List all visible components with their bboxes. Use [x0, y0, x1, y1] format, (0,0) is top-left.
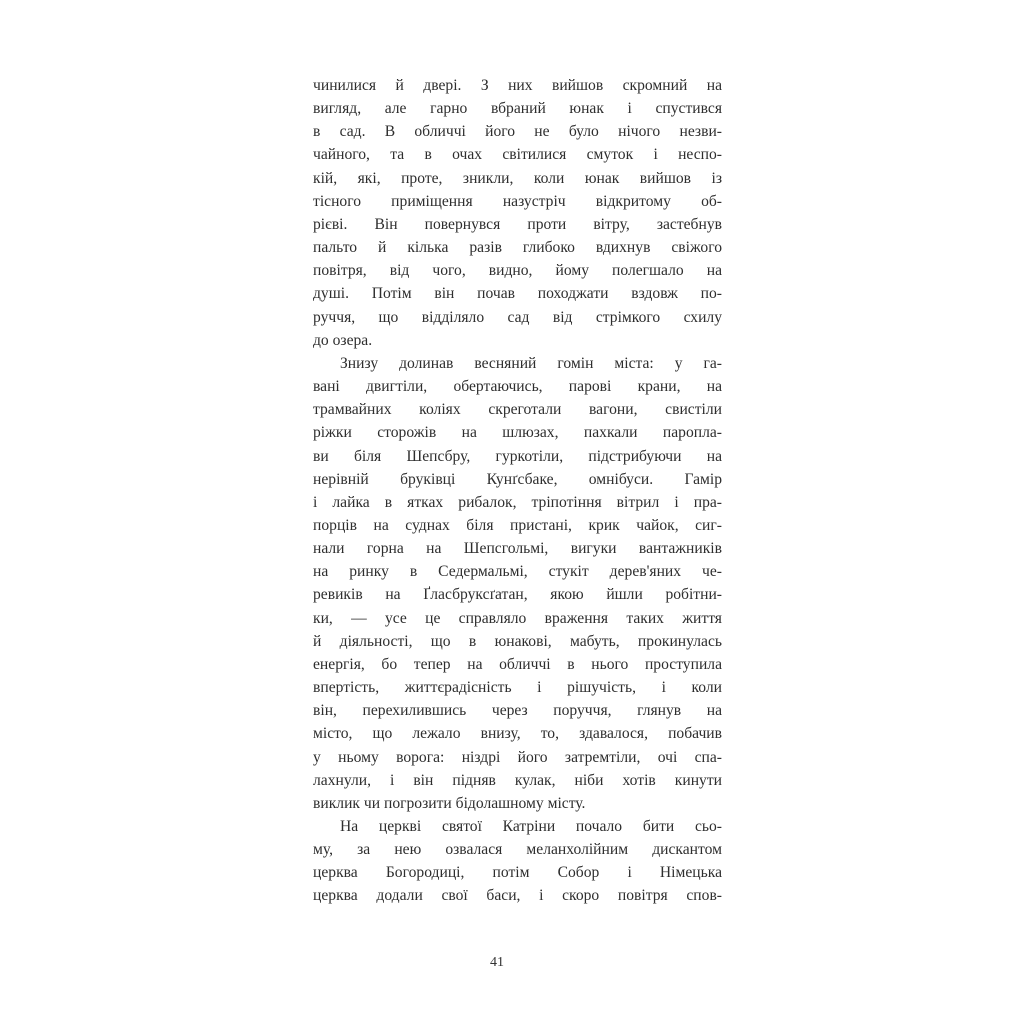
text-line: руччя, що відділяло сад від стрімкого схилу: [313, 308, 722, 326]
text-line: нерівній бруківці Кунґсбаке, омнібуси. Гамір: [313, 470, 722, 488]
text-line: тісного приміщення назустріч відкритому об-: [313, 192, 722, 210]
text-line: вані двигтіли, обертаючись, парові крани, на: [313, 378, 722, 396]
text-line: і лайка в ятках рибалок, тріпотіння вітрил і пра-: [313, 493, 722, 511]
text-line: душі. Потім він почав походжати вздовж по-: [313, 285, 722, 303]
text-line: нали горна на Шепсгольмі, вигуки вантажників: [313, 540, 722, 558]
text-line: кій, які, проте, зникли, коли юнак вийшов із: [313, 169, 722, 187]
text-line: енергія, бо тепер на обличчі в нього проступила: [313, 655, 722, 673]
text-line: ревиків на Ґласбруксґатан, якою йшли робітни-: [313, 586, 722, 604]
text-line: він, перехилившись через поруччя, глянув на: [313, 702, 722, 720]
page-body-text: [313, 74, 722, 908]
text-line: місто, що лежало внизу, то, здавалося, побачив: [313, 725, 722, 743]
text-line: лахнули, і він підняв кулак, ніби хотів кинути: [313, 771, 722, 789]
text-line: впертість, життєрадісність і рішучість, і коли: [313, 679, 722, 697]
text-line: в сад. В обличчі його не було нічого незви-: [313, 123, 722, 141]
text-line: до озера.: [313, 331, 373, 349]
text-line: на ринку в Седермальмі, стукіт дерев'яних че-: [313, 563, 722, 581]
text-line: трамвайних коліях скреготали вагони, свистіли: [313, 401, 722, 419]
text-line: рієві. Він повернувся проти вітру, застебнув: [313, 215, 722, 233]
text-line: повітря, від чого, видно, йому полегшало на: [313, 262, 722, 280]
text-line: пальто й кілька разів глибоко вдихнув свіжого: [313, 239, 722, 257]
text-line: ки, — усе це справляло враження таких життя: [313, 609, 722, 627]
text-line: церква додали свої баси, і скоро повітря спов-: [313, 887, 722, 905]
text-line: На церкві святої Катріни почало бити сьо-: [340, 818, 722, 835]
text-line: виклик чи погрозити бідолашному місту.: [313, 794, 586, 812]
text-line: чинилися й двері. З них вийшов скромний на: [313, 77, 722, 94]
text-line: ріжки сторожів на шлюзах, пахкали паропла-: [313, 424, 722, 442]
text-line: Знизу долинав весняний гомін міста: у га-: [340, 354, 722, 372]
text-line: порців на суднах біля пристані, крик чайок, сиг-: [313, 516, 722, 534]
text-line: у ньому ворога: ніздрі його затремтіли, очі спа-: [313, 748, 722, 766]
text-line: ви біля Шепсбру, гуркотіли, підстрибуючи на: [313, 447, 722, 465]
page-number: 41: [490, 955, 504, 970]
text-line: й діяльності, що в юнакові, мабуть, прокинулась: [313, 632, 722, 650]
text-line: вигляд, але гарно вбраний юнак і спустився: [313, 100, 722, 118]
text-line: церква Богородиці, потім Собор і Німецька: [313, 864, 722, 882]
text-line: му, за нею озвалася меланхолійним дискантом: [313, 841, 722, 859]
text-line: чайного, та в очах світилися смуток і неспо-: [313, 146, 722, 164]
